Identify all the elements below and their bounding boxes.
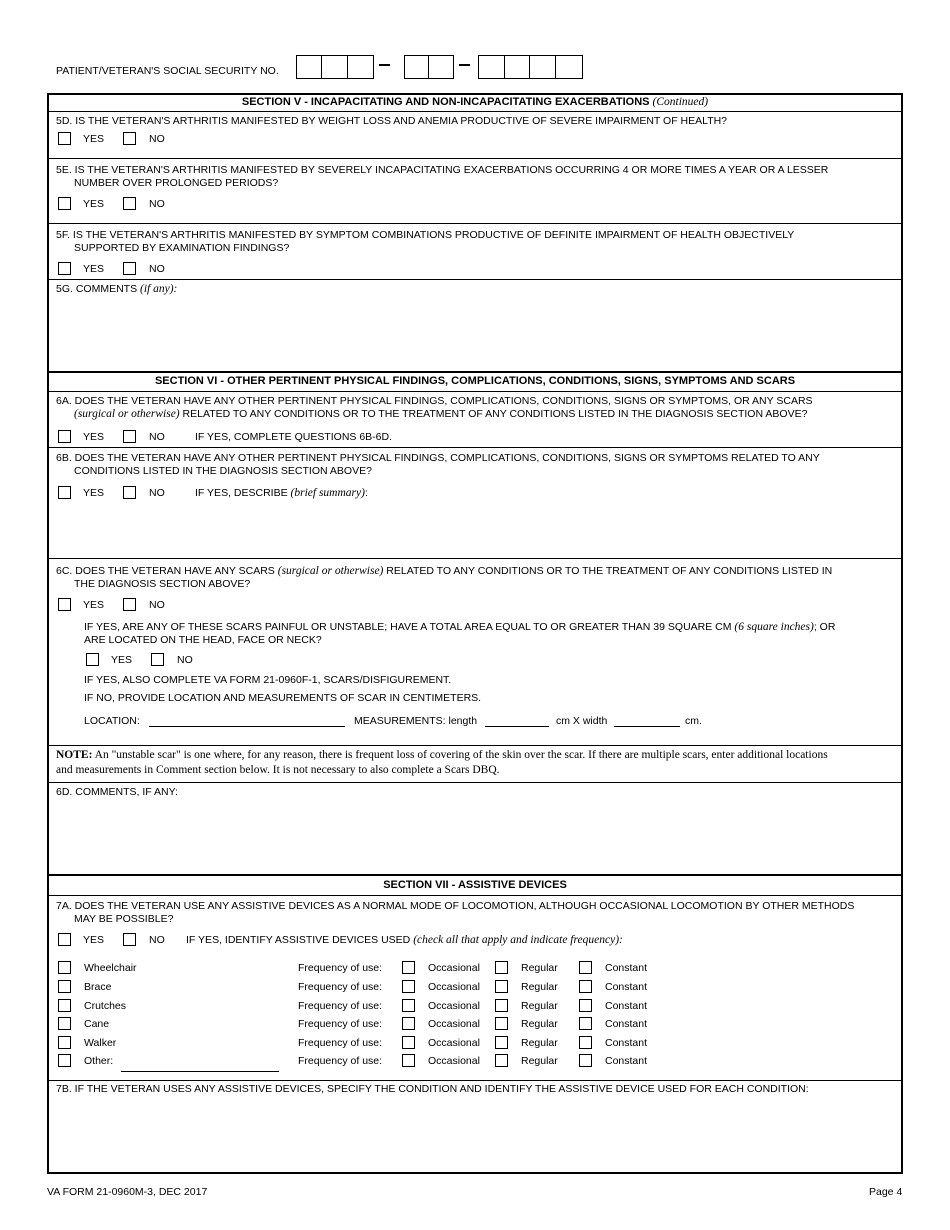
frequency-regular-label: Regular	[521, 1037, 558, 1049]
frequency-constant-label: Constant	[605, 981, 648, 993]
device-wheelchair-checkbox[interactable]	[58, 961, 71, 974]
q5f-yes-checkbox[interactable]	[58, 262, 71, 275]
q6b-description-area[interactable]	[195, 503, 895, 553]
device-brace-label: Brace	[84, 981, 112, 993]
device-other-checkbox[interactable]	[58, 1054, 71, 1067]
q6c-no-checkbox[interactable]	[123, 598, 136, 611]
question-6b: 6B. DOES THE VETERAN HAVE ANY OTHER PERTINENT PHYSICAL FINDINGS, COMPLICATIONS, CONDITIONS, SIGNS OR SYMPTOMS RELATED TO ANY CONDITIONS LISTED IN THE DIAGNOSIS SECTION ABOVE?	[56, 452, 820, 477]
frequency-occasional-label: Occasional	[428, 1018, 480, 1030]
other-device-field[interactable]	[121, 1071, 279, 1072]
question-5e: 5E. IS THE VETERAN'S ARTHRITIS MANIFESTED BY SEVERELY INCAPACITATING EXACERBATIONS OCCURRING 4 OR MORE TIMES A YEAR OR A LESSER NUMBER OVER PROLONGED PERIODS?	[56, 164, 829, 189]
question-6c-sub: IF YES, ARE ANY OF THESE SCARS PAINFUL OR UNSTABLE; HAVE A TOTAL AREA EQUAL TO OR GREATER THAN 39 SQUARE CM (6 square inches); OR ARE LOCATED ON THE HEAD, FACE OR NECK?	[84, 621, 836, 646]
length-field[interactable]	[485, 726, 549, 727]
frequency-label: Frequency of use:	[298, 981, 383, 993]
device-cane-checkbox[interactable]	[58, 1017, 71, 1030]
question-5d: 5D. IS THE VETERAN'S ARTHRITIS MANIFESTED BY WEIGHT LOSS AND ANEMIA PRODUCTIVE OF SEVERE IMPAIRMENT OF HEALTH?	[56, 115, 728, 127]
comments-6d-area[interactable]	[52, 800, 898, 872]
device-wheelchair-constant-checkbox[interactable]	[579, 961, 592, 974]
width-label: cm X width	[556, 715, 608, 727]
device-cane-occasional-checkbox[interactable]	[402, 1017, 415, 1030]
section-5-title: SECTION V - INCAPACITATING AND NON-INCAPACITATING EXACERBATIONS (Continued)	[241, 96, 709, 108]
q6c-no-label: NO	[149, 599, 165, 611]
q6a-yes-label: YES	[83, 431, 105, 443]
ssn-field-part3[interactable]	[478, 55, 583, 79]
q6b-instruction: IF YES, DESCRIBE (brief summary):	[195, 487, 368, 499]
device-cane-constant-checkbox[interactable]	[579, 1017, 592, 1030]
question-6d: 6D. COMMENTS, IF ANY:	[56, 786, 178, 798]
device-other-label: Other:	[84, 1055, 114, 1067]
q6b-yes-checkbox[interactable]	[58, 486, 71, 499]
device-wheelchair-regular-checkbox[interactable]	[495, 961, 508, 974]
comments-5g-area[interactable]	[52, 298, 898, 370]
question-6a: 6A. DOES THE VETERAN HAVE ANY OTHER PERTINENT PHYSICAL FINDINGS, COMPLICATIONS, CONDITIONS, SIGNS OR SYMPTOMS, OR ANY SCARS (surgical or otherwise) RELATED TO ANY CONDITIONS OR TO THE TREATMENT OF ANY CONDITIONS LISTED IN THE DIAGNOSIS SECTION ABOVE?	[56, 395, 813, 420]
q6c-ifno-instruction: IF NO, PROVIDE LOCATION AND MEASUREMENTS OF SCAR IN CENTIMETERS.	[84, 692, 482, 704]
device-cane-regular-checkbox[interactable]	[495, 1017, 508, 1030]
question-5f: 5F. IS THE VETERAN'S ARTHRITIS MANIFESTED BY SYMPTOM COMBINATIONS PRODUCTIVE OF DEFINITE IMPAIRMENT OF HEALTH OBJECTIVELY SUPPORTED BY EXAMINATION FINDINGS?	[56, 229, 795, 254]
device-walker-label: Walker	[84, 1037, 117, 1049]
frequency-occasional-label: Occasional	[428, 1055, 480, 1067]
q5e-yes-checkbox[interactable]	[58, 197, 71, 210]
q6c-sub-yes-label: YES	[111, 654, 133, 666]
q6c-yes-label: YES	[83, 599, 105, 611]
q5d-yes-checkbox[interactable]	[58, 132, 71, 145]
device-wheelchair-occasional-checkbox[interactable]	[402, 961, 415, 974]
frequency-constant-label: Constant	[605, 962, 648, 974]
device-brace-checkbox[interactable]	[58, 980, 71, 993]
ssn-field-part2[interactable]	[404, 55, 454, 79]
comments-7b-area[interactable]	[52, 1098, 898, 1170]
frequency-occasional-label: Occasional	[428, 962, 480, 974]
frequency-constant-label: Constant	[605, 1055, 648, 1067]
q6a-yes-checkbox[interactable]	[58, 430, 71, 443]
q5e-no-checkbox[interactable]	[123, 197, 136, 210]
frequency-occasional-label: Occasional	[428, 1000, 480, 1012]
q6c-sub-no-checkbox[interactable]	[151, 653, 164, 666]
device-crutches-occasional-checkbox[interactable]	[402, 999, 415, 1012]
device-other-occasional-checkbox[interactable]	[402, 1054, 415, 1067]
frequency-label: Frequency of use:	[298, 1000, 383, 1012]
question-6c: 6C. DOES THE VETERAN HAVE ANY SCARS (surgical or otherwise) RELATED TO ANY CONDITIONS OR TO THE TREATMENT OF ANY CONDITIONS LISTED IN THE DIAGNOSIS SECTION ABOVE?	[56, 565, 833, 590]
device-cane-label: Cane	[84, 1018, 110, 1030]
device-walker-occasional-checkbox[interactable]	[402, 1036, 415, 1049]
q7a-no-label: NO	[149, 934, 165, 946]
q6b-no-checkbox[interactable]	[123, 486, 136, 499]
measurements-label: MEASUREMENTS: length	[354, 715, 478, 727]
frequency-constant-label: Constant	[605, 1037, 648, 1049]
q5e-no-label: NO	[149, 198, 165, 210]
frequency-regular-label: Regular	[521, 1055, 558, 1067]
section-6-title: SECTION VI - OTHER PERTINENT PHYSICAL FINDINGS, COMPLICATIONS, CONDITIONS, SIGNS, SYMPTOMS AND SCARS	[154, 375, 796, 387]
q5d-no-label: NO	[149, 133, 165, 145]
frequency-label: Frequency of use:	[298, 1055, 383, 1067]
page-number: Page 4	[869, 1186, 903, 1198]
device-walker-checkbox[interactable]	[58, 1036, 71, 1049]
location-field[interactable]	[149, 726, 345, 727]
q6c-sub-yes-checkbox[interactable]	[86, 653, 99, 666]
q7a-instruction: IF YES, IDENTIFY ASSISTIVE DEVICES USED (check all that apply and indicate frequency):	[186, 934, 623, 946]
q7a-no-checkbox[interactable]	[123, 933, 136, 946]
q5e-yes-label: YES	[83, 198, 105, 210]
frequency-constant-label: Constant	[605, 1000, 648, 1012]
q6b-no-label: NO	[149, 487, 165, 499]
device-crutches-label: Crutches	[84, 1000, 127, 1012]
device-wheelchair-label: Wheelchair	[84, 962, 137, 974]
frequency-regular-label: Regular	[521, 1018, 558, 1030]
device-crutches-constant-checkbox[interactable]	[579, 999, 592, 1012]
q6b-yes-label: YES	[83, 487, 105, 499]
q5d-yes-label: YES	[83, 133, 105, 145]
q6c-yes-checkbox[interactable]	[58, 598, 71, 611]
ssn-dash	[379, 64, 390, 66]
frequency-occasional-label: Occasional	[428, 1037, 480, 1049]
width-field[interactable]	[614, 726, 680, 727]
device-brace-occasional-checkbox[interactable]	[402, 980, 415, 993]
ssn-dash	[459, 64, 470, 66]
frequency-regular-label: Regular	[521, 962, 558, 974]
frequency-label: Frequency of use:	[298, 1037, 383, 1049]
form-id: VA FORM 21-0960M-3, DEC 2017	[47, 1186, 208, 1198]
device-walker-regular-checkbox[interactable]	[495, 1036, 508, 1049]
device-crutches-regular-checkbox[interactable]	[495, 999, 508, 1012]
q5f-no-checkbox[interactable]	[123, 262, 136, 275]
ssn-label: PATIENT/VETERAN'S SOCIAL SECURITY NO.	[56, 65, 279, 77]
frequency-regular-label: Regular	[521, 1000, 558, 1012]
device-crutches-checkbox[interactable]	[58, 999, 71, 1012]
device-brace-constant-checkbox[interactable]	[579, 980, 592, 993]
frequency-constant-label: Constant	[605, 1018, 648, 1030]
device-other-constant-checkbox[interactable]	[579, 1054, 592, 1067]
scar-note: NOTE: An "unstable scar" is one where, for any reason, there is frequent loss of covering of the skin over the scar. If there are multiple scars, enter additional locations and measurements in Comment section below. It is not necessary to also complete a Scars DBQ.	[56, 749, 828, 776]
q6a-no-checkbox[interactable]	[123, 430, 136, 443]
frequency-label: Frequency of use:	[298, 962, 383, 974]
q6c-ifyes-instruction: IF YES, ALSO COMPLETE VA FORM 21-0960F-1, SCARS/DISFIGUREMENT.	[84, 674, 452, 686]
device-walker-constant-checkbox[interactable]	[579, 1036, 592, 1049]
q7a-yes-label: YES	[83, 934, 105, 946]
q6a-instruction: IF YES, COMPLETE QUESTIONS 6B-6D.	[195, 431, 393, 443]
question-7a: 7A. DOES THE VETERAN USE ANY ASSISTIVE DEVICES AS A NORMAL MODE OF LOCOMOTION, ALTHOUGH OCCASIONAL LOCOMOTION BY OTHER METHODS MAY BE POSSIBLE?	[56, 900, 855, 925]
cm-label: cm.	[685, 715, 702, 727]
frequency-occasional-label: Occasional	[428, 981, 480, 993]
q5f-yes-label: YES	[83, 263, 105, 275]
section-7-title: SECTION VII - ASSISTIVE DEVICES	[383, 879, 567, 891]
frequency-regular-label: Regular	[521, 981, 558, 993]
question-7b: 7B. IF THE VETERAN USES ANY ASSISTIVE DEVICES, SPECIFY THE CONDITION AND IDENTIFY THE ASSISTIVE DEVICE USED FOR EACH CONDITION:	[56, 1083, 809, 1095]
question-5g: 5G. COMMENTS (if any):	[56, 283, 178, 295]
q5d-no-checkbox[interactable]	[123, 132, 136, 145]
ssn-field-part1[interactable]	[296, 55, 374, 79]
device-other-regular-checkbox[interactable]	[495, 1054, 508, 1067]
q7a-yes-checkbox[interactable]	[58, 933, 71, 946]
location-label: LOCATION:	[84, 715, 140, 727]
q5f-no-label: NO	[149, 263, 165, 275]
device-brace-regular-checkbox[interactable]	[495, 980, 508, 993]
q6a-no-label: NO	[149, 431, 165, 443]
frequency-label: Frequency of use:	[298, 1018, 383, 1030]
q6c-sub-no-label: NO	[177, 654, 193, 666]
